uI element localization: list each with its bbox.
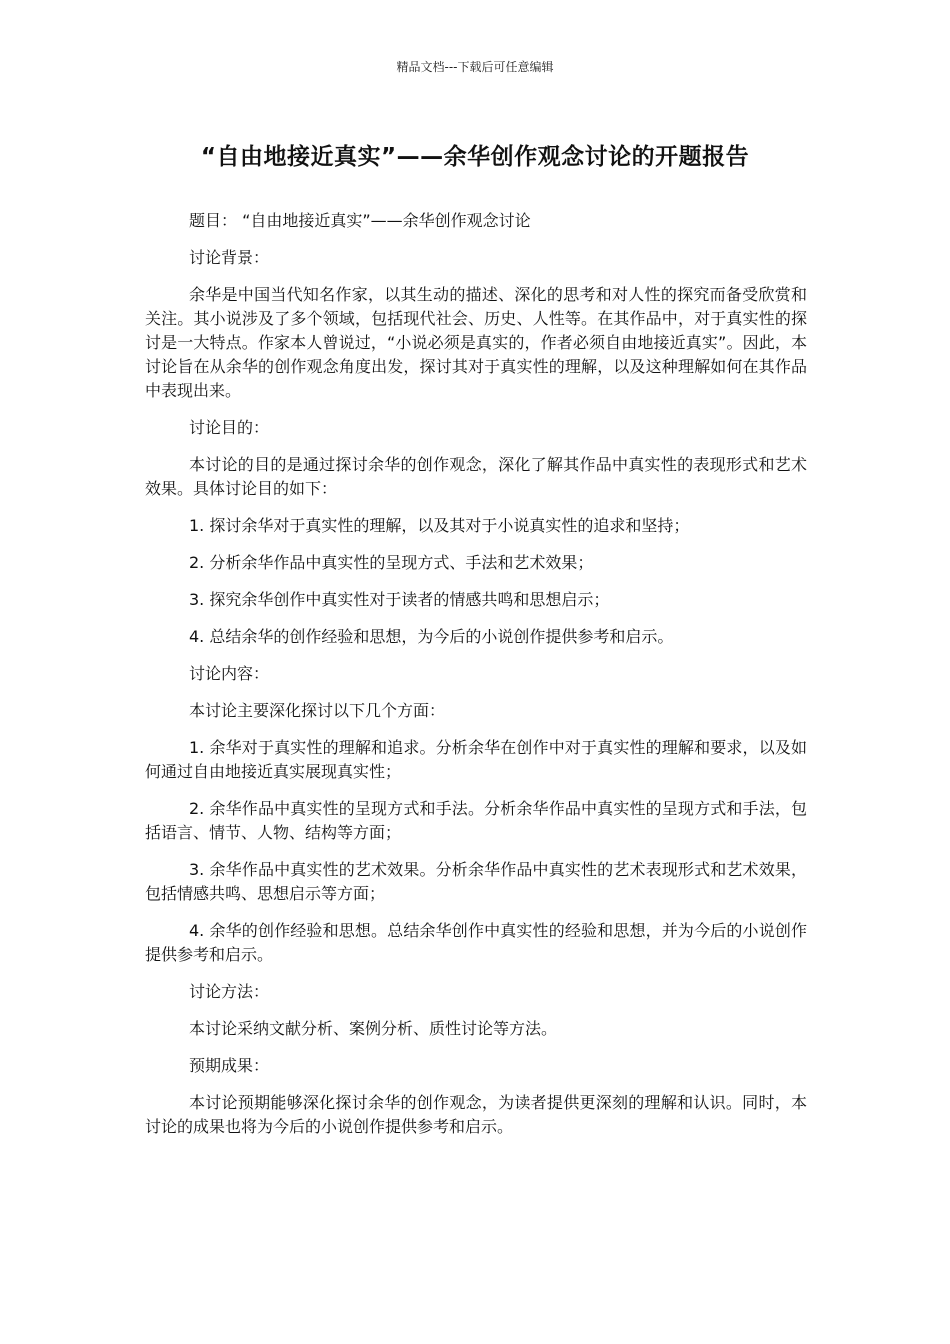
purpose-item-4: 4. 总结余华的创作经验和思想，为今后的小说创作提供参考和启示。	[189, 627, 674, 646]
purpose-paragraph: 本讨论的目的是通过探讨余华的创作观念，深化了解其作品中真实性的表现形式和艺术效果。具体讨论目的如下：	[145, 455, 807, 498]
section-heading-method: 讨论方法：	[189, 982, 270, 1001]
section-heading-outcome: 预期成果：	[189, 1056, 270, 1075]
page-header: 精品文档---下载后可任意编辑	[396, 60, 554, 74]
topic-line: 题目： “自由地接近真实”——余华创作观念讨论	[189, 211, 531, 230]
section-heading-purpose: 讨论目的：	[189, 418, 270, 437]
document-title: “自由地接近真实”——余华创作观念讨论的开题报告	[200, 144, 750, 170]
purpose-item-3: 3. 探究余华创作中真实性对于读者的情感共鸣和思想启示；	[189, 590, 610, 609]
purpose-item-1: 1. 探讨余华对于真实性的理解，以及其对于小说真实性的追求和坚持；	[189, 516, 690, 535]
content-intro: 本讨论主要深化探讨以下几个方面：	[189, 701, 446, 720]
content-item-2: 2. 余华作品中真实性的呈现方式和手法。分析余华作品中真实性的呈现方式和手法，包括语言、情节、人物、结构等方面；	[145, 799, 807, 842]
content-item-1: 1. 余华对于真实性的理解和追求。分析余华在创作中对于真实性的理解和要求，以及如何通过自由地接近真实展现真实性；	[145, 738, 807, 781]
background-paragraph: 余华是中国当代知名作家，以其生动的描述、深化的思考和对人性的探究而备受欣赏和关注。其小说涉及了多个领域，包括现代社会、历史、人性等。在其作品中，对于真实性的探讨是一大特点。作家本人曾说过，“小说必须是真实的，作者必须自由地接近真实”。因此，本讨论旨在从余华的创作观念角度出发，探讨其对于真实性的理解，以及这种理解如何在其作品中表现出来。	[145, 285, 807, 400]
document-body	[145, 209, 807, 1152]
section-heading-background: 讨论背景：	[189, 248, 270, 267]
section-heading-content: 讨论内容：	[189, 664, 270, 683]
content-item-4: 4. 余华的创作经验和思想。总结余华创作中真实性的经验和思想，并为今后的小说创作提供参考和启示。	[145, 921, 807, 964]
outcome-paragraph: 本讨论预期能够深化探讨余华的创作观念，为读者提供更深刻的理解和认识。同时，本讨论的成果也将为今后的小说创作提供参考和启示。	[145, 1093, 807, 1136]
method-paragraph: 本讨论采纳文献分析、案例分析、质性讨论等方法。	[189, 1019, 558, 1038]
content-item-3: 3. 余华作品中真实性的艺术效果。分析余华作品中真实性的艺术表现形式和艺术效果，包括情感共鸣、思想启示等方面；	[145, 860, 807, 903]
purpose-item-2: 2. 分析余华作品中真实性的呈现方式、手法和艺术效果；	[189, 553, 594, 572]
